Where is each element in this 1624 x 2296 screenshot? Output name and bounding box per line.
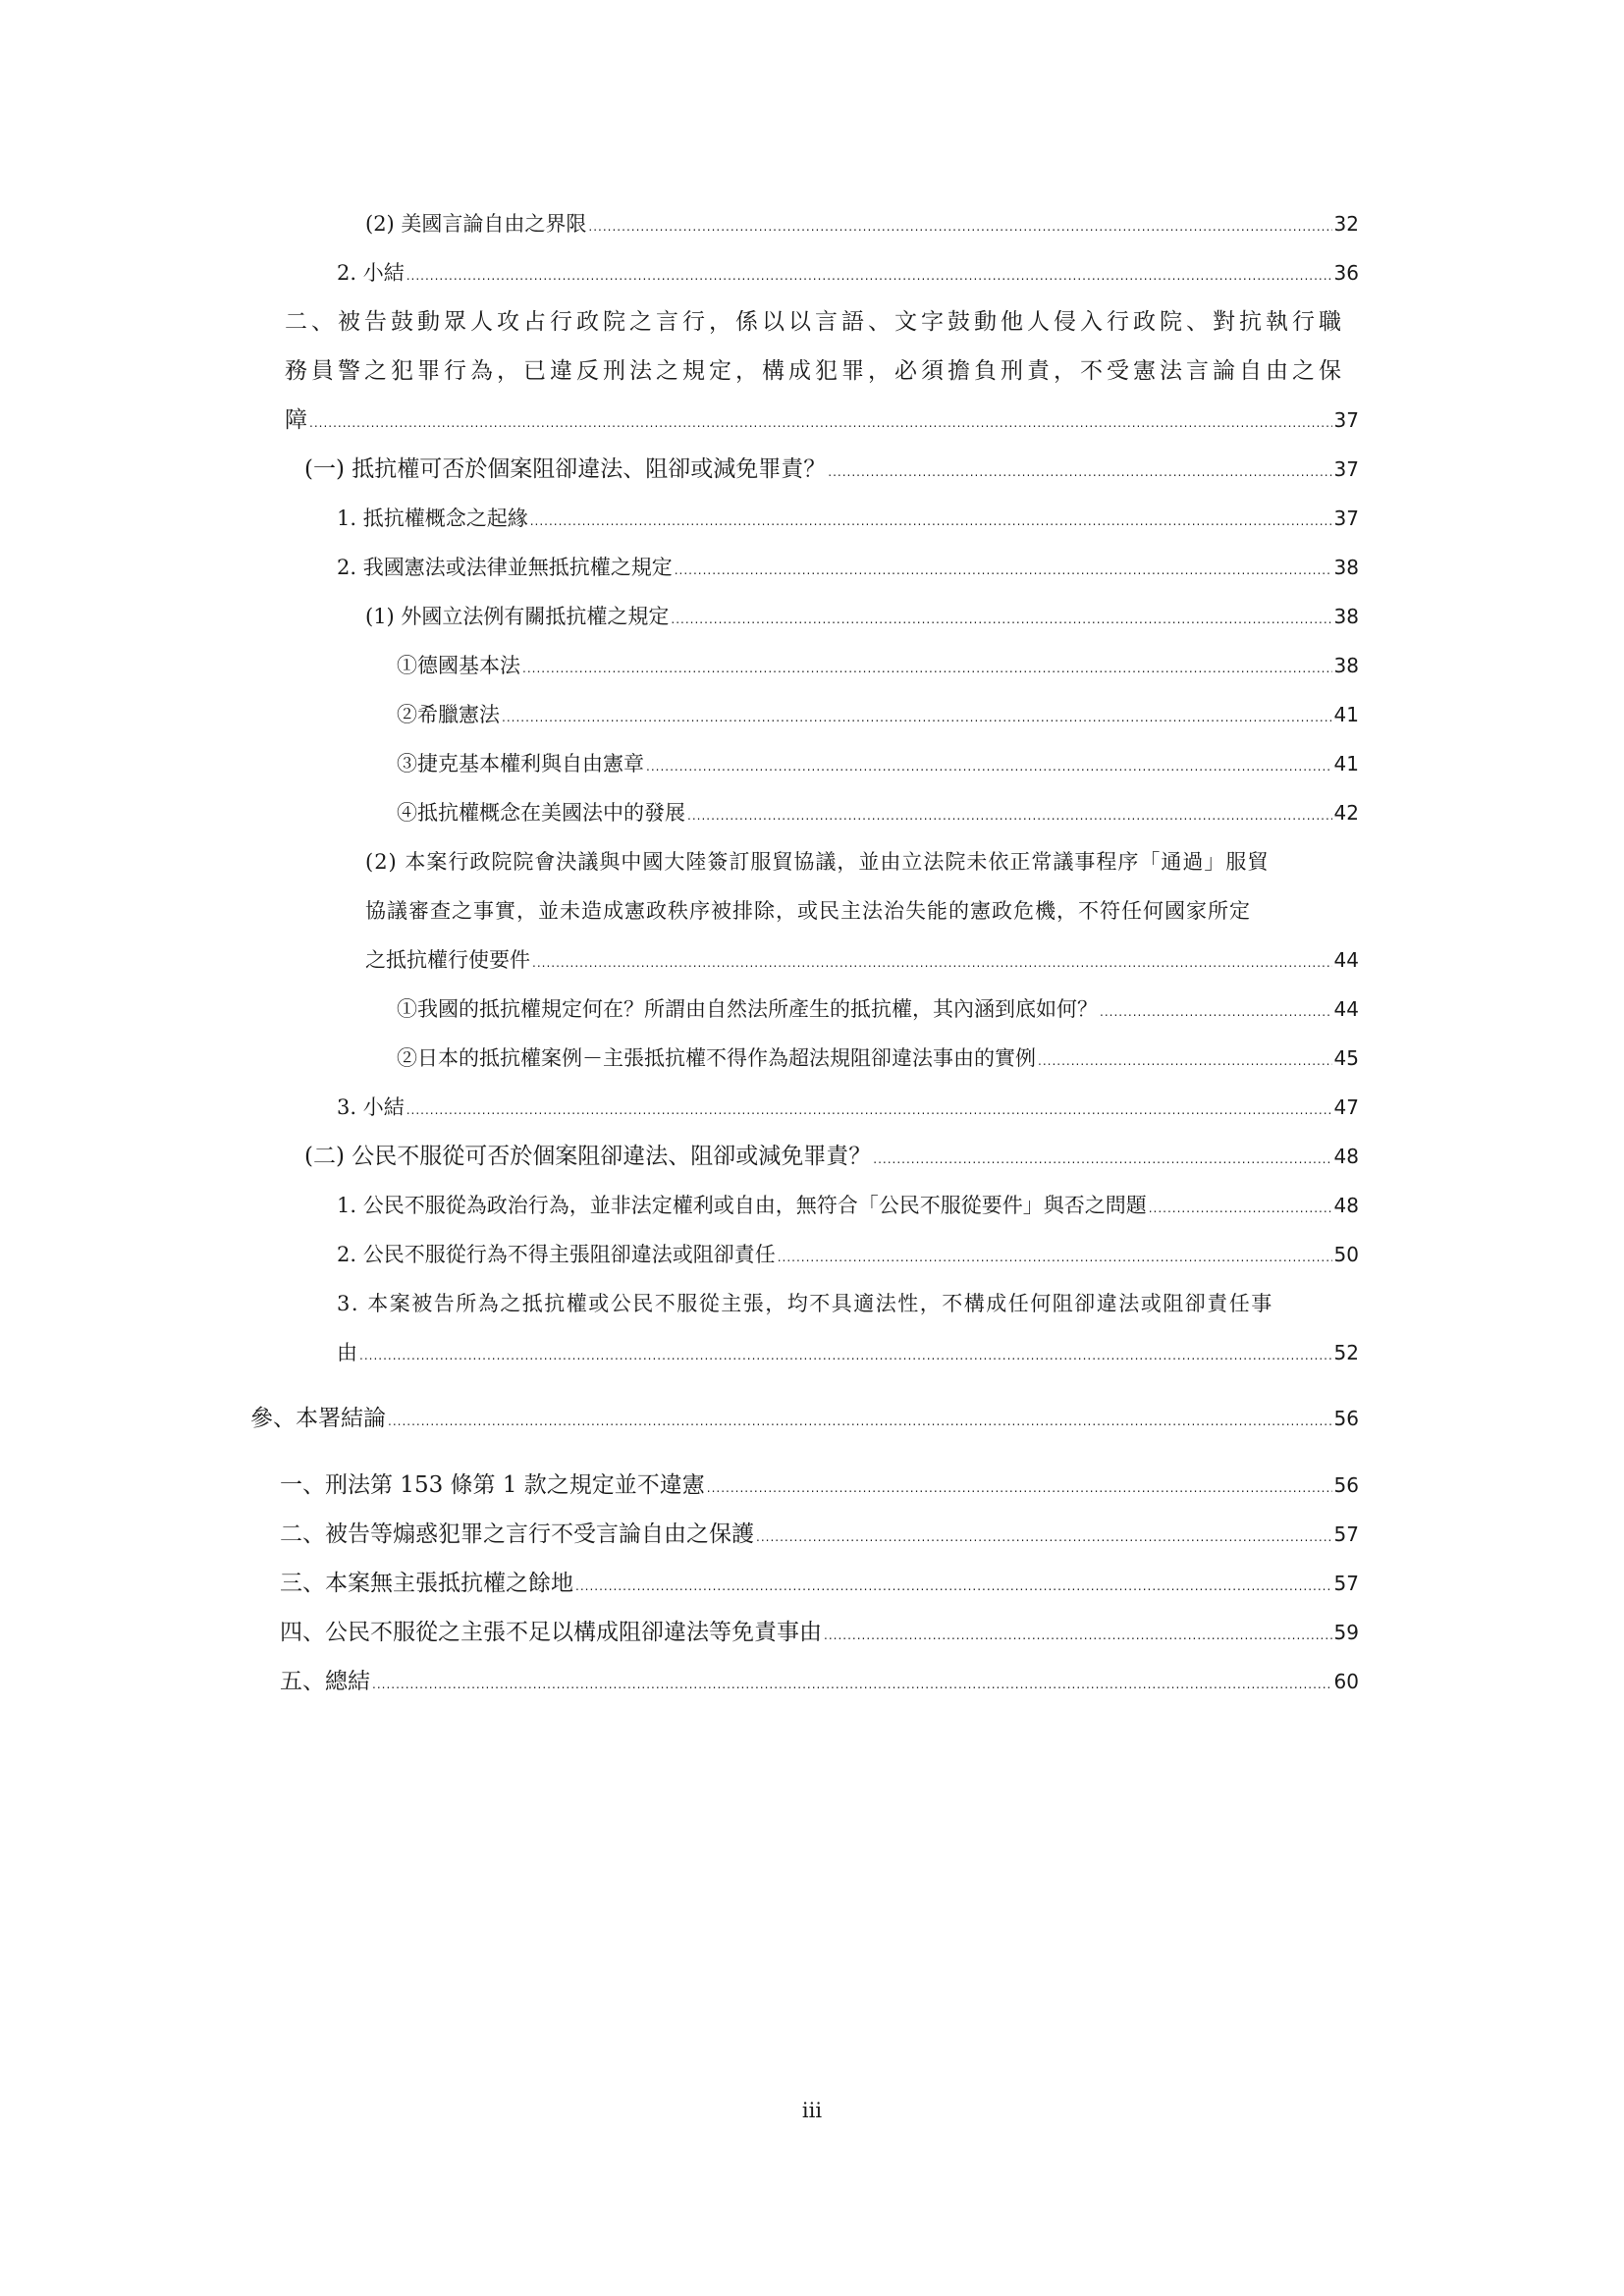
toc-entry-page: 42 xyxy=(1333,801,1359,825)
toc-entry[interactable] xyxy=(337,1083,1359,1132)
toc-entry-title: 1. 公民不服從為政治行為，並非法定權利或自由，無符合「公民不服從要件」與否之問題 xyxy=(337,1194,1147,1217)
toc-entry-title: 三、本案無主張抵抗權之餘地 xyxy=(280,1571,573,1596)
toc-leader-dots xyxy=(873,1132,1331,1184)
toc-entry-page: 48 xyxy=(1333,1145,1359,1168)
toc-entry-title-line: (2) 本案行政院院會決議與中國大陸簽訂服貿協議，並由立法院未依正常議事程序「通過」服貿 xyxy=(365,850,1270,874)
toc-entry-title: 參、本署結論 xyxy=(250,1406,386,1431)
toc-entry-title: 五、總結 xyxy=(280,1669,370,1694)
toc-entry-title: (1) 外國立法例有關抵抗權之規定 xyxy=(365,605,670,628)
toc-entry-title: ①德國基本法 xyxy=(397,654,520,677)
toc-entry-page: 38 xyxy=(1333,654,1359,677)
toc-entry-title: ③捷克基本權利與自由憲章 xyxy=(397,752,644,775)
toc-entry[interactable] xyxy=(397,985,1359,1034)
toc-entry-title: 3. 小結 xyxy=(337,1095,405,1119)
toc-leader-dots xyxy=(824,1608,1332,1660)
toc-leader-dots xyxy=(309,396,1332,448)
toc-entry-title: 1. 抵抗權概念之起緣 xyxy=(337,507,528,530)
toc-entry-page: 37 xyxy=(1333,457,1359,481)
toc-entry[interactable] xyxy=(337,494,1359,543)
toc-entry-page: 44 xyxy=(1333,948,1359,972)
toc-entry-page: 38 xyxy=(1333,605,1359,628)
toc-entry-title: (2) 美國言論自由之界限 xyxy=(365,212,587,236)
toc-leader-dots xyxy=(388,1394,1332,1446)
toc-entry-title-line: 二、被告鼓動眾人攻占行政院之言行，係以以言語、文字鼓動他人侵入行政院、對抗執行職 xyxy=(285,309,1345,335)
toc-leader-dots xyxy=(575,1559,1332,1611)
toc-entry-title: 2. 我國憲法或法律並無抵抗權之規定 xyxy=(337,556,673,579)
toc-entry-page: 52 xyxy=(1333,1341,1359,1364)
toc-entry-page: 36 xyxy=(1333,261,1359,285)
toc-entry-page: 41 xyxy=(1333,752,1359,775)
toc-entry-title-line: 之抵抗權行使要件 xyxy=(365,948,530,972)
toc-entry[interactable] xyxy=(337,248,1359,297)
toc-entry-chapter[interactable] xyxy=(250,1394,1359,1443)
toc-leader-dots xyxy=(359,1328,1332,1380)
toc-entry-title: 四、公民不服從之主張不足以構成阻卻違法等免責事由 xyxy=(280,1620,822,1645)
toc-entry-title: (一) 抵抗權可否於個案阻卻違法、阻卻或減免罪責？ xyxy=(304,456,827,482)
toc-leader-dots xyxy=(406,248,1332,300)
toc-leader-dots xyxy=(532,935,1332,988)
toc-entry-page: 44 xyxy=(1333,997,1359,1021)
toc-entry[interactable] xyxy=(365,592,1359,641)
toc-entry-multiline[interactable] xyxy=(365,837,1359,988)
toc-leader-dots xyxy=(372,1657,1332,1709)
toc-leader-dots xyxy=(671,592,1331,644)
toc-entry-title-line: 協議審查之事實，並未造成憲政秩序被排除，或民主法治失能的憲政危機，不符任何國家所定 xyxy=(365,899,1251,923)
toc-entry-title-line: 務員警之犯罪行為，已違反刑法之規定，構成犯罪，必須擔負刑責，不受憲法言論自由之保 xyxy=(285,358,1345,384)
toc-entry[interactable] xyxy=(337,1230,1359,1279)
toc-entry-page: 37 xyxy=(1333,408,1359,432)
toc-leader-dots xyxy=(646,739,1332,791)
toc-entry-page: 56 xyxy=(1333,1407,1359,1430)
toc-entry[interactable] xyxy=(304,1132,1359,1181)
toc-entry-title-line: 障 xyxy=(285,407,307,433)
toc-entry[interactable] xyxy=(397,788,1359,837)
toc-entry[interactable] xyxy=(280,1559,1359,1608)
toc-entry[interactable] xyxy=(397,690,1359,739)
toc-entry[interactable] xyxy=(280,1657,1359,1706)
toc-leader-dots xyxy=(675,543,1332,595)
toc-entry[interactable] xyxy=(280,1461,1359,1510)
toc-entry-title: ①我國的抵抗權規定何在？所謂由自然法所產生的抵抗權，其內涵到底如何？ xyxy=(397,997,1098,1021)
toc-entry-page: 57 xyxy=(1333,1572,1359,1595)
page-number: iii xyxy=(801,2099,823,2122)
toc-entry-page: 32 xyxy=(1333,212,1359,236)
toc-entry-page: 48 xyxy=(1333,1194,1359,1217)
toc-entry[interactable] xyxy=(280,1510,1359,1559)
toc-entry[interactable] xyxy=(397,641,1359,690)
toc-entry[interactable] xyxy=(337,543,1359,592)
toc-entry-page: 41 xyxy=(1333,703,1359,726)
toc-entry-title: (二) 公民不服從可否於個案阻卻違法、阻卻或減免罪責？ xyxy=(304,1144,872,1169)
toc-leader-dots xyxy=(778,1230,1332,1282)
toc-leader-dots xyxy=(530,494,1332,546)
toc-entry-title: 二、被告等煽惑犯罪之言行不受言論自由之保護 xyxy=(280,1522,754,1547)
toc-entry-page: 57 xyxy=(1333,1522,1359,1546)
toc-leader-dots xyxy=(1100,985,1332,1037)
toc-entry-title: ②日本的抵抗權案例－主張抵抗權不得作為超法規阻卻違法事由的實例 xyxy=(397,1046,1036,1070)
toc-leader-dots xyxy=(588,199,1331,251)
toc-leader-dots xyxy=(406,1083,1332,1135)
toc-entry-multiline[interactable] xyxy=(337,1279,1359,1380)
toc-entry-page: 45 xyxy=(1333,1046,1359,1070)
toc-entry[interactable] xyxy=(397,1034,1359,1083)
toc-leader-dots xyxy=(828,445,1331,497)
toc-entry-title: 一、刑法第 153 條第 1 款之規定並不違憲 xyxy=(280,1472,705,1498)
toc-entry-title: 2. 小結 xyxy=(337,261,405,285)
toc-entry-page: 47 xyxy=(1333,1095,1359,1119)
toc-entry-page: 37 xyxy=(1333,507,1359,530)
toc-entry[interactable] xyxy=(304,445,1359,494)
toc-entry[interactable] xyxy=(365,199,1359,248)
toc-entry-page: 60 xyxy=(1333,1670,1359,1693)
toc-leader-dots xyxy=(1149,1181,1332,1233)
toc-entry-page: 56 xyxy=(1333,1473,1359,1497)
toc-entry-title: 2. 公民不服從行為不得主張阻卻違法或阻卻責任 xyxy=(337,1243,776,1266)
toc-leader-dots xyxy=(1038,1034,1332,1086)
toc-leader-dots xyxy=(522,641,1332,693)
toc-entry[interactable] xyxy=(280,1608,1359,1657)
toc-entry-title: ④抵抗權概念在美國法中的發展 xyxy=(397,801,685,825)
toc-leader-dots xyxy=(502,690,1332,742)
toc-entry-multiline[interactable] xyxy=(285,297,1359,448)
toc-leader-dots xyxy=(687,788,1332,840)
toc-entry-title-line: 3. 本案被告所為之抵抗權或公民不服從主張，均不具適法性，不構成任何阻卻違法或阻卻責任事 xyxy=(337,1292,1273,1315)
toc-leader-dots xyxy=(756,1510,1332,1562)
toc-entry-page: 38 xyxy=(1333,556,1359,579)
toc-entry-page: 50 xyxy=(1333,1243,1359,1266)
toc-entry-title: ②希臘憲法 xyxy=(397,703,500,726)
toc-entry-title-line: 由 xyxy=(337,1341,357,1364)
toc-entry[interactable] xyxy=(337,1181,1359,1230)
toc-entry-page: 59 xyxy=(1333,1621,1359,1644)
toc-leader-dots xyxy=(707,1461,1332,1513)
toc-entry[interactable] xyxy=(397,739,1359,788)
